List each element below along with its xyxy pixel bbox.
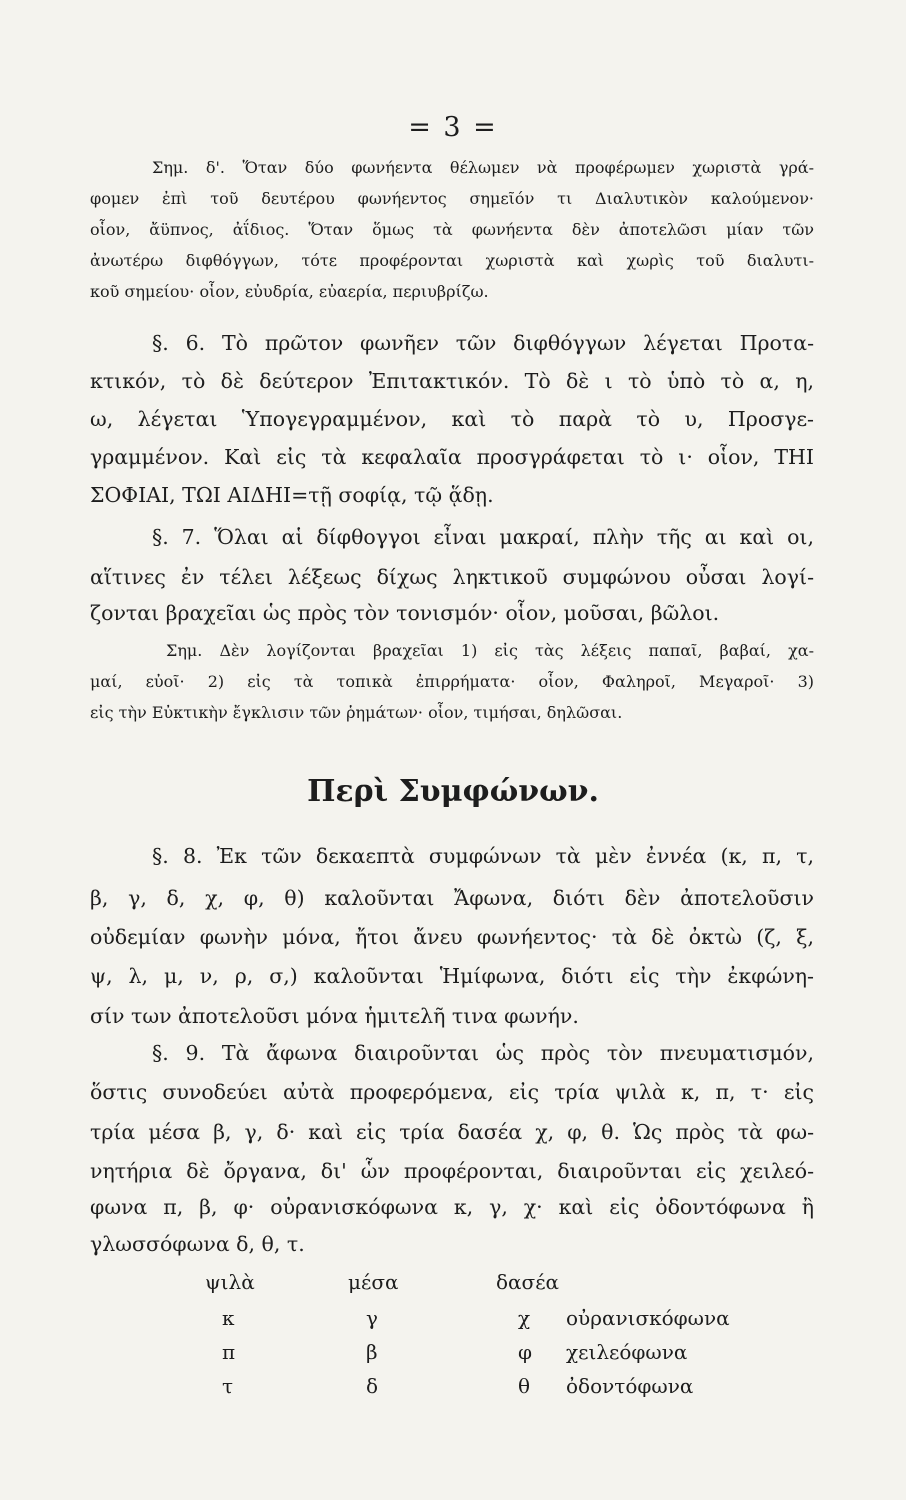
- table-cell: β: [366, 1340, 378, 1364]
- table-cell: κ: [222, 1306, 235, 1330]
- note1-line: φομεν ἐπὶ τοῦ δευτέρου φωνήεντος σημεῖόν τι Διαλυτικὸν καλούμενον·: [90, 189, 814, 208]
- para7-line: αἵτινες ἐν τέλει λέξεως δίχως ληκτικοῦ συμφώνου οὖσαι λογί-: [90, 565, 814, 589]
- note2-line: μαί, εὐοῖ· 2) εἰς τὰ τοπικὰ ἐπιρρήματα· οἷον, Φαληροῖ, Μεγαροῖ· 3): [90, 672, 814, 691]
- para9-line: γλωσσόφωνα δ, θ, τ.: [90, 1232, 305, 1256]
- para7-line: ζονται βραχεῖαι ὡς πρὸς τὸν τονισμόν· οἷον, μοῦσαι, βῶλοι.: [90, 601, 720, 625]
- note2-line: Σημ. Δὲν λογίζονται βραχεῖαι 1) εἰς τὰς λέξεις παπαῖ, βαβαί, χα-: [166, 641, 814, 660]
- note2-line: εἰς τὴν Εὐκτικὴν ἔγκλισιν τῶν ῥημάτων· οἷον, τιμήσαι, δηλῶσαι.: [90, 703, 623, 722]
- para7-line: §. 7. Ὅλαι αἱ δίφθογγοι εἶναι μακραί, πλὴν τῆς αι καὶ οι,: [152, 525, 814, 549]
- para9-line: §. 9. Τὰ ἄφωνα διαιροῦνται ὡς πρὸς τὸν πνευματισμόν,: [152, 1041, 814, 1065]
- para6-line: κτικόν, τὸ δὲ δεύτερον Ἐπιτακτικόν. Τὸ δὲ ι τὸ ὑπὸ τὸ α, η,: [90, 369, 814, 393]
- page-number: = 3 =: [408, 112, 498, 143]
- table-cell: θ: [518, 1374, 531, 1398]
- table-header: δασέα: [496, 1270, 560, 1294]
- para9-line: φωνα π, β, φ· οὐρανισκόφωνα κ, γ, χ· καὶ εἰς ὀδοντόφωνα ἢ: [90, 1195, 814, 1219]
- para6-line: ω, λέγεται Ὑπογεγραμμένον, καὶ τὸ παρὰ τὸ υ, Προσγε-: [90, 407, 814, 431]
- table-cell: τ: [222, 1374, 234, 1398]
- para9-line: τρία μέσα β, γ, δ· καὶ εἰς τρία δασέα χ, φ, θ. Ὡς πρὸς τὰ φω-: [90, 1120, 814, 1144]
- table-cell: οὐρανισκόφωνα: [566, 1306, 730, 1330]
- table-header: ψιλὰ: [205, 1270, 255, 1294]
- note1-line: Σημ. δ'. Ὅταν δύο φωνήεντα θέλωμεν νὰ προφέρωμεν χωριστὰ γρά-: [152, 158, 814, 177]
- note1-line: οἷον, ἄϋπνος, ἀΐδιος. Ὅταν ὅμως τὰ φωνήεντα δὲν ἀποτελῶσι μίαν τῶν: [90, 220, 814, 239]
- note1-line: ἀνωτέρω διφθόγγων, τότε προφέρονται χωριστὰ καὶ χωρὶς τοῦ διαλυτι-: [90, 251, 814, 270]
- table-cell: π: [222, 1340, 236, 1364]
- note1-line: κοῦ σημείου· οἷον, εὐυδρία, εὐαερία, περιυβρίζω.: [90, 282, 489, 301]
- para8-line: β, γ, δ, χ, φ, θ) καλοῦνται Ἄφωνα, διότι δὲν ἀποτελοῦσιν: [90, 886, 814, 910]
- table-cell: δ: [366, 1374, 379, 1398]
- para6-line: γραμμένον. Καὶ εἰς τὰ κεφαλαῖα προσγράφεται τὸ ι· οἷον, ΤΗΙ: [90, 445, 814, 469]
- para8-line: §. 8. Ἐκ τῶν δεκαεπτὰ συμφώνων τὰ μὲν ἐννέα (κ, π, τ,: [152, 844, 814, 868]
- table-cell: φ: [518, 1340, 533, 1364]
- para9-line: ὅστις συνοδεύει αὐτὰ προφερόμενα, εἰς τρία ψιλὰ κ, π, τ· εἰς: [90, 1080, 814, 1104]
- para8-line: οὐδεμίαν φωνὴν μόνα, ἤτοι ἄνευ φωνήεντος· τὰ δὲ ὀκτὼ (ζ, ξ,: [90, 925, 814, 949]
- para8-line: σίν των ἀποτελοῦσι μόνα ἡμιτελῆ τινα φωνήν.: [90, 1004, 579, 1028]
- table-header: μέσα: [348, 1270, 399, 1294]
- table-cell: γ: [366, 1306, 378, 1330]
- table-cell: χειλεόφωνα: [566, 1340, 688, 1364]
- para6-line: §. 6. Τὸ πρῶτον φωνῆεν τῶν διφθόγγων λέγεται Προτα-: [152, 331, 814, 355]
- para9-line: νητήρια δὲ ὄργανα, δι' ὧν προφέρονται, διαιροῦνται εἰς χειλεό-: [90, 1159, 814, 1183]
- table-cell: ὀδοντόφωνα: [566, 1374, 694, 1398]
- table-cell: χ: [518, 1306, 531, 1330]
- section-heading: Περὶ Συμφώνων.: [307, 774, 599, 809]
- para8-line: ψ, λ, μ, ν, ρ, σ,) καλοῦνται Ἡμίφωνα, διότι εἰς τὴν ἐκφώνη-: [90, 964, 814, 988]
- para6-line: ΣΟΦΙΑΙ, ΤΩΙ ΑΙΔΗΙ=τῇ σοφίᾳ, τῷ ᾅδῃ.: [90, 483, 494, 507]
